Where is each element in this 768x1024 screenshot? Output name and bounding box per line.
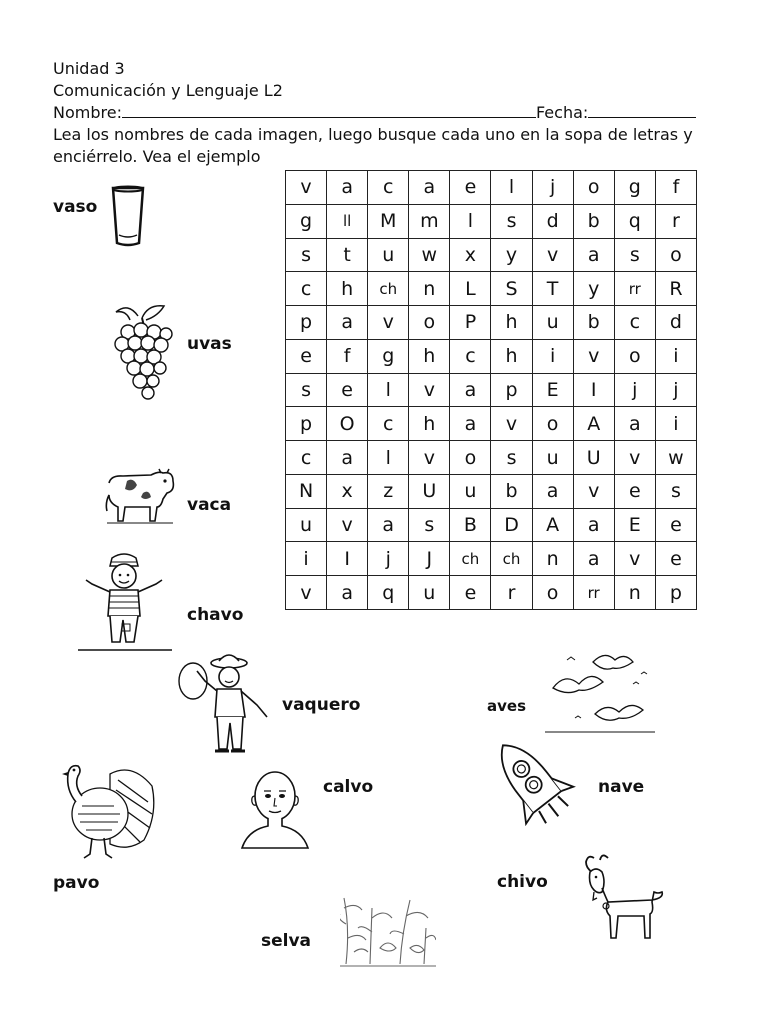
grid-cell[interactable]: h [409, 407, 450, 441]
grid-cell[interactable]: a [614, 407, 655, 441]
grid-cell[interactable]: i [655, 339, 696, 373]
grid-cell[interactable]: g [614, 171, 655, 205]
grid-cell[interactable]: a [409, 171, 450, 205]
grid-cell[interactable]: U [409, 474, 450, 508]
grid-cell[interactable]: c [450, 339, 491, 373]
grid-cell[interactable]: w [409, 238, 450, 272]
glass-icon [110, 185, 146, 249]
grid-cell[interactable]: i [655, 407, 696, 441]
grid-cell[interactable]: c [286, 272, 327, 306]
course-title: Comunicación y Lenguaje L2 [53, 81, 283, 100]
word-search-grid [285, 170, 697, 610]
word-label-pavo: pavo [53, 873, 100, 893]
grid-cell[interactable]: h [327, 272, 368, 306]
grid-cell[interactable]: p [286, 407, 327, 441]
word-label-calvo: calvo [323, 777, 374, 797]
grid-row [286, 306, 697, 340]
grid-cell[interactable]: j [368, 542, 409, 576]
grid-cell[interactable]: ll [327, 204, 368, 238]
grid-cell[interactable]: r [655, 204, 696, 238]
word-label-chavo: chavo [187, 605, 244, 625]
grid-cell[interactable]: l [491, 171, 532, 205]
grid-cell[interactable]: v [409, 441, 450, 475]
grid-cell[interactable]: e [286, 339, 327, 373]
grid-cell[interactable]: q [614, 204, 655, 238]
grid-cell[interactable]: c [368, 171, 409, 205]
grid-row [286, 441, 697, 475]
grid-cell[interactable]: s [491, 204, 532, 238]
grid-cell[interactable]: D [491, 508, 532, 542]
grid-cell[interactable]: U [573, 441, 614, 475]
word-label-aves: aves [487, 697, 527, 715]
name-label: Nombre: [53, 103, 122, 122]
grid-cell[interactable]: a [368, 508, 409, 542]
grid-cell[interactable]: i [286, 542, 327, 576]
bald-man-icon [238, 768, 312, 854]
grid-cell[interactable]: T [532, 272, 573, 306]
grid-cell[interactable]: E [614, 508, 655, 542]
grid-row [286, 238, 697, 272]
grid-cell[interactable]: j [532, 171, 573, 205]
grid-cell[interactable]: v [491, 407, 532, 441]
grid-cell[interactable]: v [532, 238, 573, 272]
grid-cell[interactable]: h [409, 339, 450, 373]
grid-cell[interactable]: ch [368, 272, 409, 306]
grid-cell[interactable]: R [655, 272, 696, 306]
jungle-icon [340, 888, 436, 968]
grid-cell[interactable]: P [450, 306, 491, 340]
grid-cell[interactable]: h [491, 339, 532, 373]
grid-cell[interactable]: b [573, 204, 614, 238]
grid-cell[interactable]: o [532, 576, 573, 610]
word-label-uvas: uvas [187, 334, 232, 354]
grid-cell[interactable]: v [614, 542, 655, 576]
grid-cell[interactable]: g [368, 339, 409, 373]
grid-cell[interactable]: p [286, 306, 327, 340]
grid-cell[interactable]: t [327, 238, 368, 272]
boy-icon [78, 550, 174, 654]
grid-cell[interactable]: z [368, 474, 409, 508]
grid-row [286, 508, 697, 542]
grid-cell[interactable]: l [450, 204, 491, 238]
grid-cell[interactable]: a [450, 373, 491, 407]
turkey-icon [52, 756, 158, 860]
name-field[interactable] [122, 102, 536, 118]
grid-cell[interactable]: c [368, 407, 409, 441]
grid-cell[interactable]: a [573, 238, 614, 272]
grid-cell[interactable]: A [573, 407, 614, 441]
grid-cell[interactable]: v [614, 441, 655, 475]
grid-cell[interactable]: b [491, 474, 532, 508]
grid-cell[interactable]: q [368, 576, 409, 610]
grid-cell[interactable]: v [286, 171, 327, 205]
rocket-icon [478, 734, 582, 826]
grid-cell[interactable]: v [286, 576, 327, 610]
cowboy-icon [175, 651, 275, 761]
grid-cell[interactable]: n [614, 576, 655, 610]
grid-cell[interactable]: E [532, 373, 573, 407]
grid-cell[interactable]: s [286, 373, 327, 407]
grid-cell[interactable]: g [286, 204, 327, 238]
grid-cell[interactable]: s [409, 508, 450, 542]
grid-cell[interactable]: e [450, 576, 491, 610]
grid-cell[interactable]: v [409, 373, 450, 407]
grid-cell[interactable]: v [327, 508, 368, 542]
grid-cell[interactable]: rr [573, 576, 614, 610]
grid-cell[interactable]: a [327, 306, 368, 340]
grid-cell[interactable]: v [573, 474, 614, 508]
grid-cell[interactable]: f [655, 171, 696, 205]
grid-cell[interactable]: I [573, 373, 614, 407]
grid-cell[interactable]: b [573, 306, 614, 340]
unit-title: Unidad 3 [53, 59, 125, 78]
grid-cell[interactable]: A [532, 508, 573, 542]
word-label-nave: nave [598, 777, 645, 797]
grid-cell[interactable]: h [491, 306, 532, 340]
grid-cell[interactable]: a [327, 441, 368, 475]
grid-cell[interactable]: a [573, 508, 614, 542]
word-label-chivo: chivo [497, 872, 548, 892]
grid-cell[interactable]: x [450, 238, 491, 272]
grid-cell[interactable]: a [450, 407, 491, 441]
grid-cell[interactable]: r [491, 576, 532, 610]
grid-cell[interactable]: o [655, 238, 696, 272]
grid-cell[interactable]: c [286, 441, 327, 475]
word-label-vaca: vaca [187, 495, 232, 515]
grid-row [286, 576, 697, 610]
grid-cell[interactable]: o [614, 339, 655, 373]
grid-cell[interactable]: u [532, 441, 573, 475]
grid-cell[interactable]: S [491, 272, 532, 306]
grid-cell[interactable]: J [409, 542, 450, 576]
grid-cell[interactable]: u [532, 306, 573, 340]
grid-cell[interactable]: I [327, 542, 368, 576]
grid-row [286, 474, 697, 508]
grid-cell[interactable]: M [368, 204, 409, 238]
word-label-selva: selva [261, 931, 312, 951]
grid-cell[interactable]: f [327, 339, 368, 373]
grid-cell[interactable]: o [573, 171, 614, 205]
date-field[interactable] [588, 102, 696, 118]
grid-cell[interactable]: e [450, 171, 491, 205]
grid-cell[interactable]: c [614, 306, 655, 340]
cow-icon [103, 463, 177, 525]
grid-cell[interactable]: B [450, 508, 491, 542]
grid-row [286, 542, 697, 576]
date-label: Fecha: [535, 103, 589, 122]
grid-cell[interactable]: v [573, 339, 614, 373]
grid-cell[interactable]: n [409, 272, 450, 306]
grid-cell[interactable]: u [286, 508, 327, 542]
name-date-line [53, 102, 696, 124]
word-label-vaso: vaso [53, 197, 98, 217]
grid-cell[interactable]: e [327, 373, 368, 407]
grid-cell[interactable]: l [368, 441, 409, 475]
grid-cell[interactable]: e [655, 508, 696, 542]
word-label-vaquero: vaquero [282, 695, 361, 715]
grid-cell[interactable]: o [532, 407, 573, 441]
grid-cell[interactable]: L [450, 272, 491, 306]
grid-cell[interactable]: j [655, 373, 696, 407]
grid-cell[interactable]: s [655, 474, 696, 508]
grid-cell[interactable]: O [327, 407, 368, 441]
grid-cell[interactable]: u [450, 474, 491, 508]
instructions: Lea los nombres de cada imagen, luego busque cada uno en la sopa de letras y enciérrelo. Vea el ejemplo [53, 125, 693, 166]
grid-cell[interactable]: n [532, 542, 573, 576]
grid-cell[interactable]: u [409, 576, 450, 610]
grid-row [286, 373, 697, 407]
grid-cell[interactable]: a [573, 542, 614, 576]
grid-row [286, 407, 697, 441]
grid-row [286, 204, 697, 238]
grid-cell[interactable]: d [655, 306, 696, 340]
grid-cell[interactable]: y [491, 238, 532, 272]
grid-cell[interactable]: j [614, 373, 655, 407]
grid-cell[interactable]: p [491, 373, 532, 407]
grid-row [286, 171, 697, 205]
grid-cell[interactable]: x [327, 474, 368, 508]
grid-cell[interactable]: i [532, 339, 573, 373]
grapes-icon [108, 300, 180, 402]
goat-icon [578, 852, 666, 944]
grid-row [286, 339, 697, 373]
grid-cell[interactable]: rr [614, 272, 655, 306]
grid-cell[interactable]: v [368, 306, 409, 340]
grid-cell[interactable]: p [655, 576, 696, 610]
grid-cell[interactable]: w [655, 441, 696, 475]
grid-cell[interactable]: a [532, 474, 573, 508]
grid-cell[interactable]: s [286, 238, 327, 272]
grid-cell[interactable]: a [327, 171, 368, 205]
grid-cell[interactable]: a [327, 576, 368, 610]
grid-cell[interactable]: s [614, 238, 655, 272]
grid-cell[interactable]: e [614, 474, 655, 508]
grid-cell[interactable]: ch [450, 542, 491, 576]
grid-cell[interactable]: d [532, 204, 573, 238]
grid-cell[interactable]: s [491, 441, 532, 475]
grid-cell[interactable]: l [368, 373, 409, 407]
grid-row [286, 272, 697, 306]
grid-cell[interactable]: o [409, 306, 450, 340]
grid-cell[interactable]: ch [491, 542, 532, 576]
grid-cell[interactable]: N [286, 474, 327, 508]
grid-cell[interactable]: m [409, 204, 450, 238]
birds-icon [545, 648, 655, 734]
grid-cell[interactable]: o [450, 441, 491, 475]
grid-cell[interactable]: u [368, 238, 409, 272]
grid-cell[interactable]: e [655, 542, 696, 576]
grid-cell[interactable]: y [573, 272, 614, 306]
